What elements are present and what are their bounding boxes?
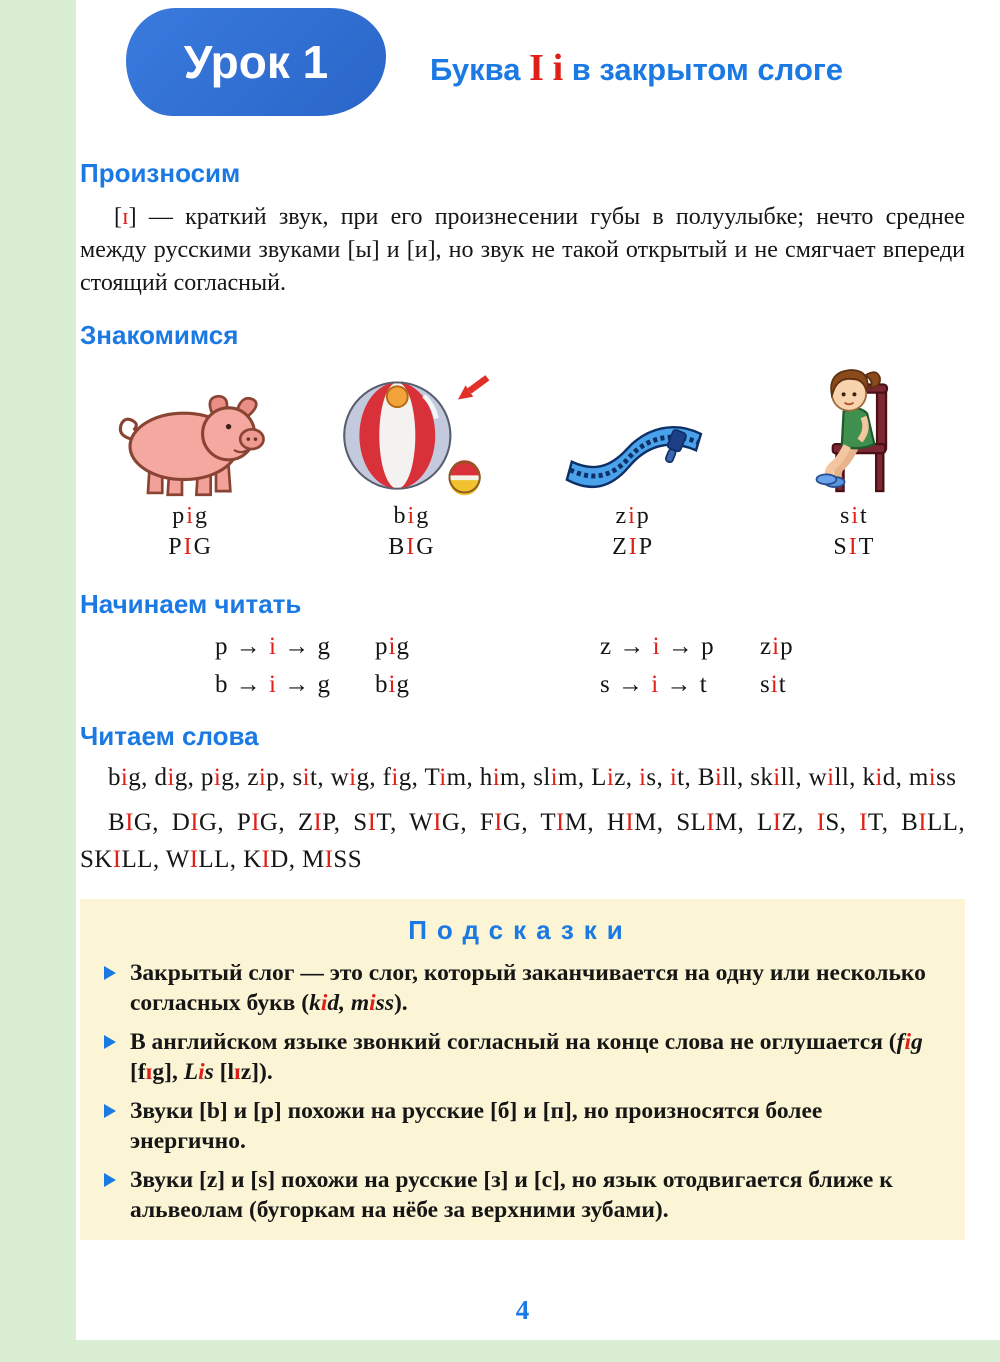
meet-word-lower: sit [840,503,869,530]
meet-item-ball [301,359,522,562]
sequence-word: zip [760,632,794,660]
meet-item-zipper [523,359,744,562]
word-list-lowercase: big, dig, pig, zip, sit, wig, fig, Tim, him, slim, Liz, is, it, Bill, skill, will, kid, miss [108,764,957,792]
ball-icon [329,373,495,501]
girl-sitting-icon [802,361,906,501]
sequence-word: sit [760,670,787,698]
lesson-badge-label: Урок 1 [183,36,329,88]
tip-item [104,1027,937,1088]
tip-text: Закрытый слог — это слог, который заканчивается на одну или несколько согласных букв (kid, miss). [130,959,926,1017]
meet-word-upper: SIT [833,534,876,561]
page-number: 4 [515,1295,530,1325]
ball-illustration [329,359,495,501]
tip-text: Звуки [b] и [p] похожи на русские [б] и [п], но произносятся более энергично. [130,1097,823,1155]
section-pronounce [80,158,965,300]
zipper-illustration [562,359,705,501]
sequence-word: big [375,670,410,698]
meet-heading: Знакомимся [80,320,239,351]
meet-word-upper: BIG [388,534,436,561]
tip-item [104,958,937,1019]
section-words [80,721,965,878]
page-edge-bottom [0,1340,1000,1362]
tip-item [104,1165,937,1226]
tip-bullet-icon [104,1104,116,1118]
meet-illustrations-row [80,359,965,562]
girl-sitting-illustration [802,359,906,501]
sequence-word: pig [375,632,410,660]
tip-item [104,1096,937,1157]
pig-icon [112,389,269,501]
tip-bullet-icon [104,966,116,980]
section-read [80,589,965,702]
page-content [80,0,965,1240]
meet-word-lower: zip [615,503,651,530]
page-title: Буква I i в закрытом слоге [430,47,844,89]
lesson-badge [126,8,386,116]
tip-bullet-icon [104,1035,116,1049]
meet-word-upper: PIG [168,534,213,561]
page-edge-left [0,0,76,1362]
letter-sequence: s → i → t [600,670,708,698]
zipper-icon [562,411,705,501]
letter-sequence: b → i → g [215,670,331,698]
pronounce-heading: Произносим [80,158,241,188]
meet-word-upper: ZIP [612,534,655,561]
tips-heading: Подсказки [408,914,633,945]
meet-item-pig [80,359,301,562]
pronounce-paragraph: [ɪ] — краткий звук, при его произнесении губы в полуулыбке; нечто среднее между русскими звуками [ы] и [и], но звук не такой открытый и не смягчает впереди стоящий согласный. [80,204,965,297]
reading-exercise [215,630,965,702]
meet-word-lower: pig [172,503,209,530]
read-heading: Начинаем читать [80,588,302,619]
tip-text: В английском языке звонкий согласный на конце слова не оглушается (fig [fɪg], Lis [lɪz]). [130,1028,923,1086]
letter-sequence: z → i → p [600,632,715,660]
letter-sequence: p → i → g [215,632,331,660]
tip-text: Звуки [z] и [s] похожи на русские [з] и [с], но язык отодвигается ближе к альвеолам (бугоркам на нёбе за верхними зубами). [130,1166,893,1224]
words-heading: Читаем слова [80,721,259,752]
word-list-uppercase: BIG, DIG, PIG, ZIP, SIT, WIG, FIG, TIM, HIM, SLIM, LIZ, IS, IT, BILL, SKILL, WILL, KID, MISS [80,809,965,873]
tips-box [80,899,965,1240]
tip-bullet-icon [104,1173,116,1187]
pig-illustration [112,359,269,501]
section-meet [80,320,965,562]
page-header [80,0,965,148]
meet-item-girl [744,359,965,562]
meet-word-lower: big [393,503,431,530]
